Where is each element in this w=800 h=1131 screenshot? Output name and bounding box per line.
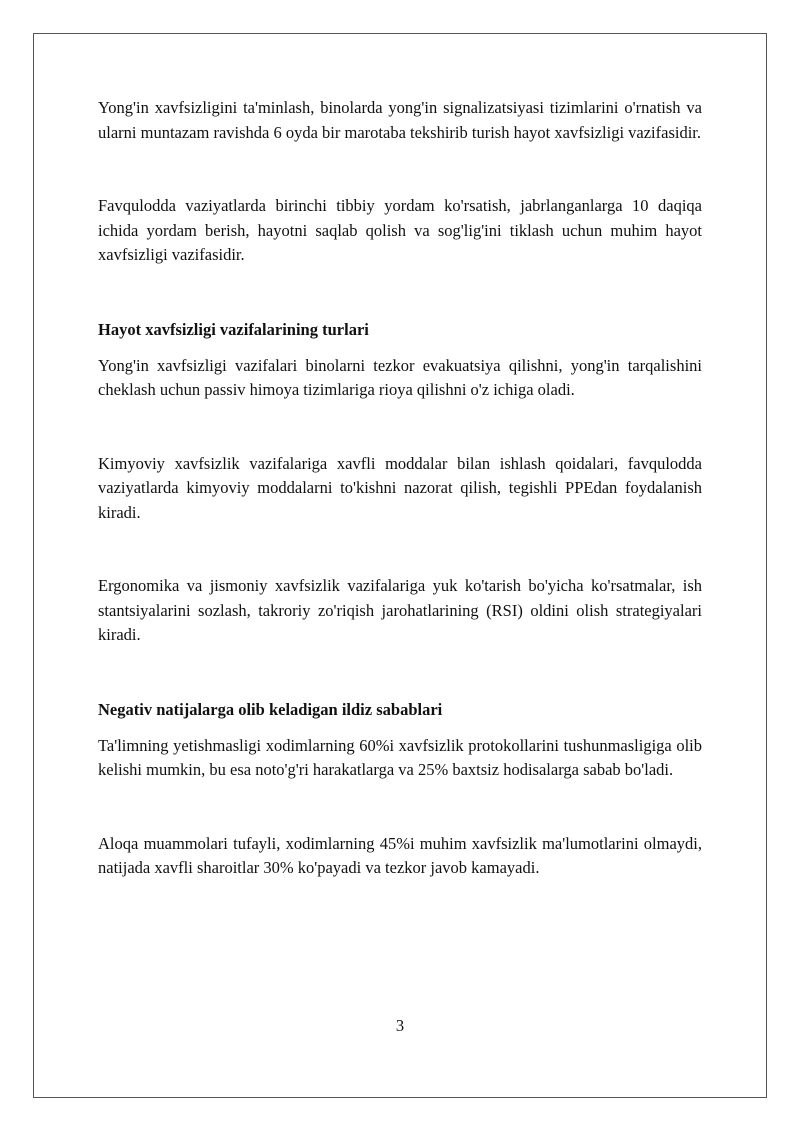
paragraph-fire-safety: Yong'in xavfsizligini ta'minlash, binolarda yong'in signalizatsiyasi tizimlarini o'rnatish va ularni muntazam ravishda 6 oyda bir marotaba tekshirib turish hayot xavfsizligi vazifasidir. (98, 98, 702, 142)
paragraph-first-aid: Favqulodda vaziyatlarda birinchi tibbiy yordam ko'rsatish, jabrlanganlarga 10 daqiqa ichida yordam berish, hayotni saqlab qolish va sog'lig'ini tiklash uchun muhim hayot xavfsizligi vazifasidir. (98, 196, 702, 264)
paragraph-ergonomics: Ergonomika va jismoniy xavfsizlik vazifalariga yuk ko'tarish bo'yicha ko'rsatmalar, ish stantsiyalarini sozlash, takroriy zo'riqish jarohatlarining (RSI) oldini olish strategiyalari kiradi. (98, 576, 702, 644)
page-number: 3 (395, 1016, 405, 1035)
paragraph-training: Ta'limning yetishmasligi xodimlarning 60%i xavfsizlik protokollarini tushunmasligiga olib kelishi mumkin, bu esa noto'g'ri harakatlarga va 25% baxtsiz hodisalarga sabab bo'ladi. (98, 735, 702, 779)
section-heading-root-causes: Negativ natijalarga olib keladigan ildiz sabablari (98, 699, 443, 719)
paragraph-fire-tasks: Yong'in xavfsizligi vazifalari binolarni tezkor evakuatsiya qilishni, yong'in tarqalishini cheklash uchun passiv himoya tizimlariga rioya qilishni o'z ichiga oladi. (98, 355, 702, 399)
section-heading-types: Hayot xavfsizligi vazifalarining turlari (98, 319, 369, 339)
page-content (98, 96, 702, 881)
paragraph-communication: Aloqa muammolari tufayli, xodimlarning 45%i muhim xavfsizlik ma'lumotlarini olmaydi, natijada xavfli sharoitlar 30% ko'payadi va tezkor javob kamayadi. (98, 833, 702, 877)
paragraph-chemical-safety: Kimyoviy xavfsizlik vazifalariga xavfli moddalar bilan ishlash qoidalari, favqulodda vaziyatlarda kimyoviy moddalarni to'kishni nazorat qilish, tegishli PPEdan foydalanish kiradi. (98, 453, 702, 522)
